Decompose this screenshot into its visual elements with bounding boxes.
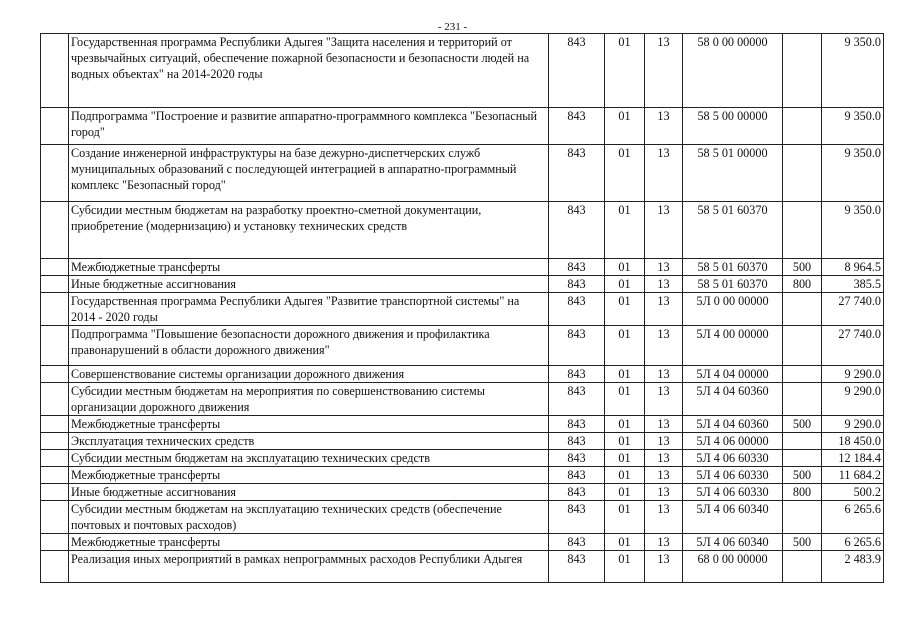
row-ved-code: 843 <box>549 293 605 326</box>
row-name: Субсидии местным бюджетам на мероприятия по совершенствованию системы организации дорожного движения <box>69 383 549 416</box>
row-index-cell <box>41 293 69 326</box>
row-expense-type: 500 <box>783 467 822 484</box>
row-section: 01 <box>605 108 645 145</box>
table-row <box>41 34 884 108</box>
table-row <box>41 416 884 433</box>
row-target-article: 58 5 01 60370 <box>683 276 783 293</box>
row-section: 01 <box>605 326 645 366</box>
row-amount: 500.2 <box>822 484 884 501</box>
row-expense-type <box>783 366 822 383</box>
row-subsection: 13 <box>645 484 683 501</box>
row-target-article: 58 5 01 60370 <box>683 202 783 259</box>
row-ved-code: 843 <box>549 501 605 534</box>
row-section: 01 <box>605 484 645 501</box>
row-amount: 6 265.6 <box>822 534 884 551</box>
row-subsection: 13 <box>645 145 683 202</box>
row-subsection: 13 <box>645 450 683 467</box>
table-row <box>41 450 884 467</box>
row-subsection: 13 <box>645 34 683 108</box>
row-index-cell <box>41 551 69 583</box>
table-row <box>41 484 884 501</box>
row-subsection: 13 <box>645 467 683 484</box>
row-ved-code: 843 <box>549 383 605 416</box>
row-ved-code: 843 <box>549 366 605 383</box>
budget-table <box>40 33 884 583</box>
row-amount: 27 740.0 <box>822 326 884 366</box>
row-subsection: 13 <box>645 202 683 259</box>
row-subsection: 13 <box>645 326 683 366</box>
table-row <box>41 259 884 276</box>
row-index-cell <box>41 108 69 145</box>
row-subsection: 13 <box>645 108 683 145</box>
row-target-article: 5Л 4 00 00000 <box>683 326 783 366</box>
row-index-cell <box>41 202 69 259</box>
row-amount: 8 964.5 <box>822 259 884 276</box>
row-amount: 9 290.0 <box>822 383 884 416</box>
row-expense-type <box>783 108 822 145</box>
row-ved-code: 843 <box>549 551 605 583</box>
row-name: Подпрограмма "Повышение безопасности дорожного движения и профилактика правонарушений в области дорожного движения" <box>69 326 549 366</box>
row-ved-code: 843 <box>549 450 605 467</box>
row-ved-code: 843 <box>549 433 605 450</box>
row-subsection: 13 <box>645 433 683 450</box>
row-index-cell <box>41 34 69 108</box>
row-expense-type <box>783 450 822 467</box>
row-amount: 6 265.6 <box>822 501 884 534</box>
row-name: Межбюджетные трансферты <box>69 259 549 276</box>
row-ved-code: 843 <box>549 202 605 259</box>
table-row <box>41 433 884 450</box>
row-ved-code: 843 <box>549 108 605 145</box>
row-amount: 2 483.9 <box>822 551 884 583</box>
row-target-article: 5Л 4 06 60340 <box>683 534 783 551</box>
row-amount: 12 184.4 <box>822 450 884 467</box>
row-expense-type <box>783 551 822 583</box>
row-name: Государственная программа Республики Адыгея "Защита населения и территорий от чрезвычайных ситуаций, обеспечение пожарной безопасности и безопасности людей на водных объектах" на 2014-2020 годы <box>69 34 549 108</box>
row-subsection: 13 <box>645 276 683 293</box>
table-row <box>41 383 884 416</box>
row-ved-code: 843 <box>549 276 605 293</box>
row-ved-code: 843 <box>549 534 605 551</box>
row-expense-type <box>783 34 822 108</box>
row-target-article: 5Л 4 06 60330 <box>683 450 783 467</box>
row-target-article: 5Л 4 06 60340 <box>683 501 783 534</box>
row-section: 01 <box>605 276 645 293</box>
row-subsection: 13 <box>645 534 683 551</box>
row-target-article: 58 5 01 60370 <box>683 259 783 276</box>
row-amount: 385.5 <box>822 276 884 293</box>
row-index-cell <box>41 467 69 484</box>
row-index-cell <box>41 534 69 551</box>
row-index-cell <box>41 433 69 450</box>
table-row <box>41 551 884 583</box>
table-row <box>41 501 884 534</box>
row-ved-code: 843 <box>549 416 605 433</box>
row-name: Иные бюджетные ассигнования <box>69 276 549 293</box>
table-row <box>41 202 884 259</box>
row-section: 01 <box>605 501 645 534</box>
row-amount: 9 350.0 <box>822 202 884 259</box>
row-name: Государственная программа Республики Адыгея "Развитие транспортной системы" на 2014 - 2020 годы <box>69 293 549 326</box>
row-name: Межбюджетные трансферты <box>69 467 549 484</box>
row-index-cell <box>41 326 69 366</box>
row-section: 01 <box>605 467 645 484</box>
row-expense-type <box>783 433 822 450</box>
row-ved-code: 843 <box>549 484 605 501</box>
row-expense-type: 500 <box>783 416 822 433</box>
row-amount: 9 350.0 <box>822 108 884 145</box>
row-name: Подпрограмма "Построение и развитие аппаратно-программного комплекса "Безопасный город" <box>69 108 549 145</box>
row-target-article: 5Л 4 04 60360 <box>683 416 783 433</box>
row-expense-type <box>783 293 822 326</box>
row-index-cell <box>41 484 69 501</box>
row-ved-code: 843 <box>549 326 605 366</box>
row-section: 01 <box>605 293 645 326</box>
row-expense-type <box>783 383 822 416</box>
row-name: Реализация иных мероприятий в рамках непрограммных расходов Республики Адыгея <box>69 551 549 583</box>
row-ved-code: 843 <box>549 34 605 108</box>
table-row <box>41 293 884 326</box>
row-ved-code: 843 <box>549 145 605 202</box>
row-subsection: 13 <box>645 501 683 534</box>
row-subsection: 13 <box>645 551 683 583</box>
row-subsection: 13 <box>645 416 683 433</box>
table-row <box>41 326 884 366</box>
row-index-cell <box>41 501 69 534</box>
row-target-article: 5Л 4 06 60330 <box>683 467 783 484</box>
row-amount: 11 684.2 <box>822 467 884 484</box>
row-subsection: 13 <box>645 259 683 276</box>
row-target-article: 5Л 4 06 00000 <box>683 433 783 450</box>
row-section: 01 <box>605 433 645 450</box>
row-index-cell <box>41 145 69 202</box>
row-subsection: 13 <box>645 293 683 326</box>
row-index-cell <box>41 416 69 433</box>
row-expense-type <box>783 501 822 534</box>
row-target-article: 5Л 4 04 00000 <box>683 366 783 383</box>
row-index-cell <box>41 276 69 293</box>
row-section: 01 <box>605 202 645 259</box>
row-expense-type: 800 <box>783 276 822 293</box>
row-amount: 9 290.0 <box>822 416 884 433</box>
table-row <box>41 145 884 202</box>
row-amount: 9 350.0 <box>822 34 884 108</box>
row-name: Иные бюджетные ассигнования <box>69 484 549 501</box>
row-index-cell <box>41 366 69 383</box>
row-section: 01 <box>605 259 645 276</box>
row-amount: 9 290.0 <box>822 366 884 383</box>
row-section: 01 <box>605 366 645 383</box>
row-expense-type: 500 <box>783 259 822 276</box>
row-section: 01 <box>605 416 645 433</box>
table-row <box>41 366 884 383</box>
row-index-cell <box>41 259 69 276</box>
row-section: 01 <box>605 145 645 202</box>
row-subsection: 13 <box>645 383 683 416</box>
row-target-article: 5Л 0 00 00000 <box>683 293 783 326</box>
row-section: 01 <box>605 534 645 551</box>
table-row <box>41 276 884 293</box>
row-section: 01 <box>605 34 645 108</box>
row-ved-code: 843 <box>549 467 605 484</box>
row-name: Создание инженерной инфраструктуры на базе дежурно-диспетчерских служб муниципальных образований с последующей интеграцией в аппаратно-программный комплекс "Безопасный город" <box>69 145 549 202</box>
table-row <box>41 467 884 484</box>
row-index-cell <box>41 383 69 416</box>
row-target-article: 5Л 4 06 60330 <box>683 484 783 501</box>
row-name: Субсидии местным бюджетам на разработку проектно-сметной документации, приобретение (модернизацию) и установку технических средств <box>69 202 549 259</box>
row-expense-type <box>783 145 822 202</box>
row-target-article: 58 5 01 00000 <box>683 145 783 202</box>
row-section: 01 <box>605 450 645 467</box>
row-subsection: 13 <box>645 366 683 383</box>
row-target-article: 5Л 4 04 60360 <box>683 383 783 416</box>
page-number: - 231 - <box>437 21 468 33</box>
row-target-article: 68 0 00 00000 <box>683 551 783 583</box>
row-name: Межбюджетные трансферты <box>69 416 549 433</box>
row-name: Субсидии местным бюджетам на эксплуатацию технических средств (обеспечение почтовых и почтовых расходов) <box>69 501 549 534</box>
table-row <box>41 108 884 145</box>
row-expense-type: 500 <box>783 534 822 551</box>
row-amount: 18 450.0 <box>822 433 884 450</box>
budget-table-body <box>41 34 884 583</box>
row-name: Межбюджетные трансферты <box>69 534 549 551</box>
table-row <box>41 534 884 551</box>
row-index-cell <box>41 450 69 467</box>
row-amount: 27 740.0 <box>822 293 884 326</box>
row-name: Совершенствование системы организации дорожного движения <box>69 366 549 383</box>
row-section: 01 <box>605 383 645 416</box>
row-section: 01 <box>605 551 645 583</box>
row-ved-code: 843 <box>549 259 605 276</box>
row-target-article: 58 5 00 00000 <box>683 108 783 145</box>
row-name: Субсидии местным бюджетам на эксплуатацию технических средств <box>69 450 549 467</box>
row-expense-type <box>783 326 822 366</box>
row-amount: 9 350.0 <box>822 145 884 202</box>
row-name: Эксплуатация технических средств <box>69 433 549 450</box>
row-target-article: 58 0 00 00000 <box>683 34 783 108</box>
row-expense-type: 800 <box>783 484 822 501</box>
row-expense-type <box>783 202 822 259</box>
